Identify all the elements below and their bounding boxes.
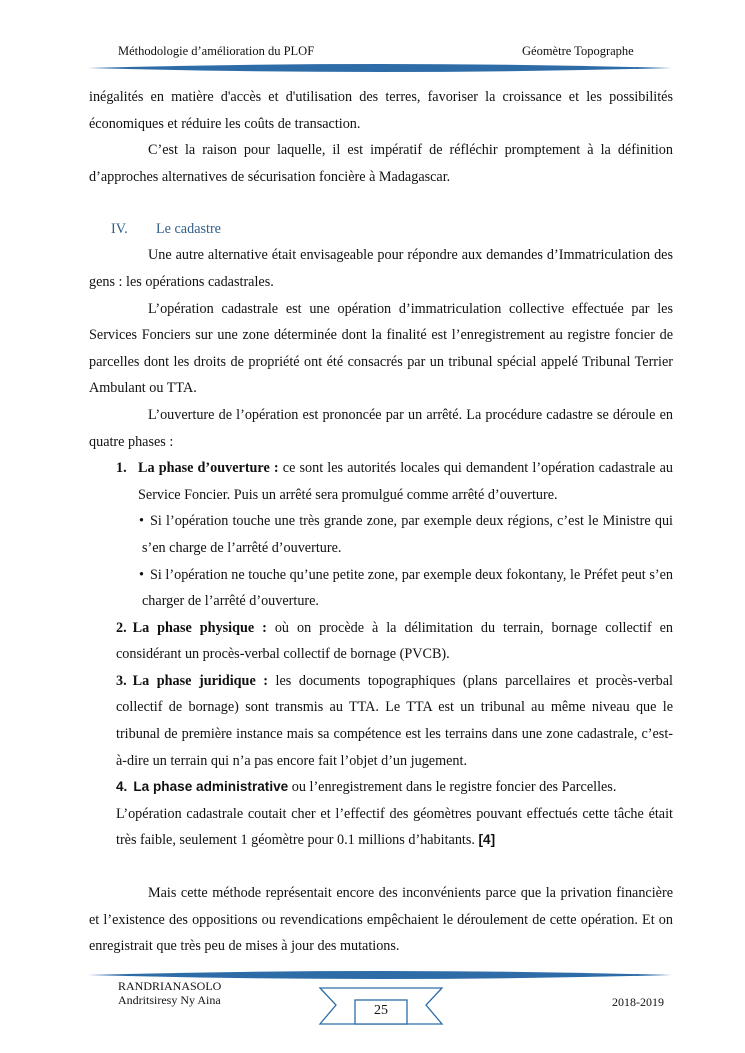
list-number: 3. — [116, 672, 127, 689]
phase-title: La phase juridique : — [132, 672, 269, 689]
phase-text: ou l’enregistrement dans le registre foncier des Parcelles. — [288, 779, 617, 796]
phase-text: ce sont les autorités locales qui demandent l’opération cadastrale au Service Foncier. Puis un arrêté sera promulgué comme arrêté d’ouverture. — [138, 460, 673, 503]
paragraph: inégalités en matière d'accès et d'utilisation des terres, favoriser la croissance et les possibilités économiques et réduire les coûts de transaction. — [89, 89, 673, 132]
bullet-icon: • — [139, 566, 144, 583]
paragraph: Une autre alternative était envisageable pour répondre aux demandes d’Immatriculation des gens : les opérations cadastrales. — [89, 247, 673, 290]
bullet-icon: • — [139, 513, 144, 530]
section-title: Le cadastre — [156, 221, 221, 238]
phase-text: L’opération cadastrale coutait cher et l’effectif des géomètres pouvant effectués cette tâche était très faible, seulement 1 géomètre pour 0.1 millions d’habitants. — [116, 805, 673, 849]
page-body — [89, 84, 673, 960]
footer-rule — [0, 967, 745, 983]
phase-text: les documents topographiques (plans parcellaires et procès-verbal collectif de bornage) sont transmis au TTA. Le TTA est un tribunal au même niveau que le tribunal de première instance mais sa compétence est les terrains dans une zone cadastrale, c’est-à-dire un terrain qui n’a pas encore fait l’objet d’un jugement. — [116, 672, 673, 769]
bullet-text: Si l’opération ne touche qu’une petite zone, par exemple deux fokontany, le Préfet peut s’en charger de l’arrêté d’ouverture. — [142, 566, 673, 610]
author-surname: RANDRIANASOLO — [118, 979, 222, 993]
paragraph: L’opération cadastrale est une opération d’immatriculation collective effectuée par les Services Fonciers sur une zone déterminée dont la finalité est l’enregistrement au registre foncier de parcelles dont les droits de propriété ont été consacrés par un tribunal spécial appelé Tribunal Terrier Ambulant ou TTA. — [89, 300, 673, 397]
bullet-item — [89, 508, 673, 561]
section-heading — [89, 216, 673, 242]
list-number: 4. — [116, 779, 128, 795]
paragraph: C’est la raison pour laquelle, il est impératif de réfléchir promptement à la définition d’approches alternatives de sécurisation foncière à Madagascar. — [89, 142, 673, 185]
phase-title: La phase administrative — [133, 779, 289, 795]
citation-reference: [4] — [478, 832, 496, 848]
list-item-phase-1 — [89, 455, 673, 508]
page-number: 25 — [374, 1003, 388, 1018]
list-number: 2. — [116, 619, 127, 636]
list-item-phase-2 — [89, 615, 673, 668]
paragraph: L’ouverture de l’opération est prononcée par un arrêté. La procédure cadastre se déroule en quatre phases : — [89, 406, 673, 450]
paragraph: Mais cette méthode représentait encore des inconvénients parce que la privation financière et l’existence des oppositions ou revendications empêchaient le déroulement de cette opération. Et on enregistrait que très peu de mises à jour des mutations. — [89, 885, 673, 955]
phase-title: La phase d’ouverture : — [138, 460, 279, 477]
header-document-title: Méthodologie d’amélioration du PLOF — [118, 44, 315, 58]
phase-text: où on procède à la délimitation du terrain, bornage collectif en considérant un procès-verbal collectif de bornage (PVCB). — [116, 619, 674, 663]
list-item-phase-3 — [89, 668, 673, 774]
footer-academic-year: 2018-2019 — [612, 995, 664, 1009]
phase-4-continuation — [89, 801, 673, 854]
list-item-phase-4 — [89, 774, 673, 801]
section-number: IV. — [111, 221, 128, 238]
bullet-text: Si l’opération touche une très grande zone, par exemple deux régions, c’est le Ministre qui s’en charge de l’arrêté d’ouverture. — [142, 513, 673, 556]
header-rule — [0, 60, 745, 76]
list-number: 1. — [116, 460, 127, 477]
phase-title: La phase physique : — [132, 619, 267, 636]
header-discipline: Géomètre Topographe — [522, 44, 634, 58]
footer-author — [118, 979, 221, 1007]
author-given-name: Andritsiresy Ny Aina — [118, 993, 221, 1007]
bullet-item — [89, 562, 673, 615]
